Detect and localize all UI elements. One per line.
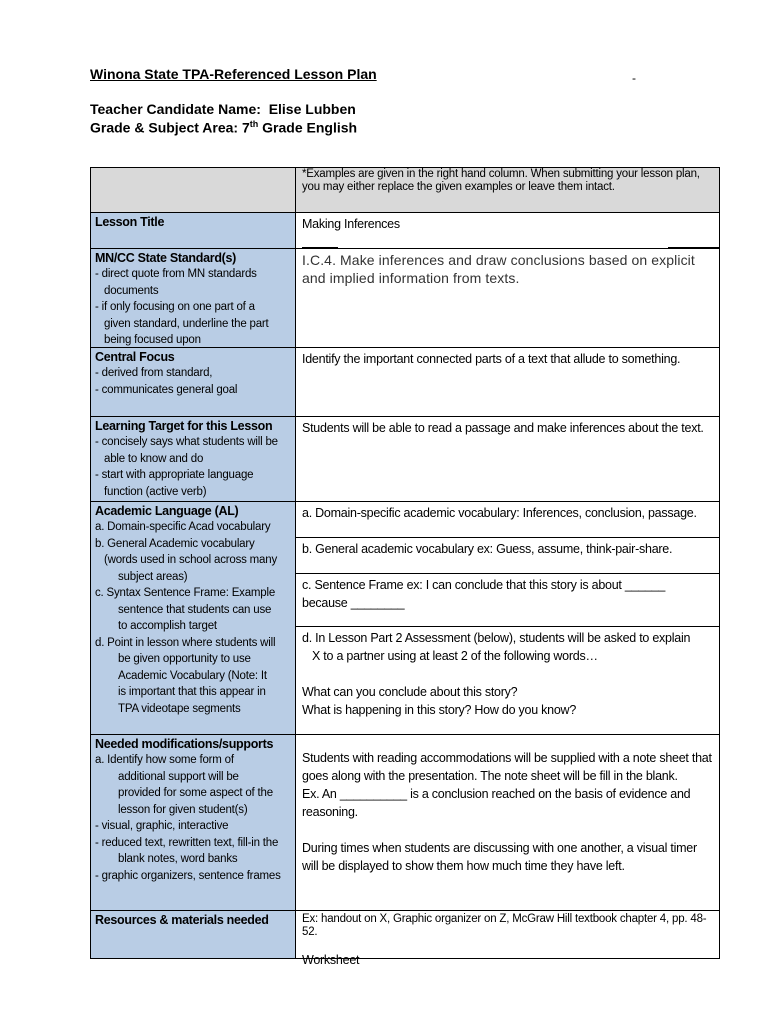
intro-left-cell bbox=[90, 167, 296, 213]
modifications-note: blank notes, word banks bbox=[118, 853, 238, 865]
learning-target-value: Students will be able to read a passage and make inferences about the text. bbox=[302, 421, 704, 435]
central-focus-notes bbox=[95, 365, 291, 398]
standards-note: - direct quote from MN standards bbox=[95, 268, 257, 280]
modifications-value-cell bbox=[295, 734, 720, 911]
academic-language-note: TPA videotape segments bbox=[118, 702, 241, 715]
al-frame-cell bbox=[295, 573, 720, 627]
al-question: What can you conclude about this story? bbox=[302, 685, 518, 699]
modifications-note: provided for some aspect of the bbox=[118, 787, 273, 799]
standards-label: MN/CC State Standard(s) bbox=[95, 251, 237, 265]
modifications-example: Ex. An __________ is a conclusion reached on the basis of evidence and reasoning. bbox=[302, 787, 691, 819]
academic-language-note: (words used in school across many bbox=[104, 554, 278, 566]
academic-language-note: subject areas) bbox=[118, 570, 188, 583]
modifications-label-cell bbox=[90, 734, 296, 911]
central-focus-note: - derived from standard, bbox=[95, 367, 213, 379]
standards-notes bbox=[95, 266, 291, 349]
resources-label-cell bbox=[90, 910, 296, 959]
academic-language-note: c. Syntax Sentence Frame: Example bbox=[95, 587, 276, 599]
lesson-title-label-cell bbox=[90, 212, 296, 249]
learning-target-note: - start with appropriate language bbox=[95, 469, 254, 481]
al-general-vocab: b. General academic vocabulary ex: Guess, assume, think-pair-share. bbox=[302, 542, 673, 556]
resources-value: Worksheet bbox=[302, 953, 360, 967]
al-sentence-frame: c. Sentence Frame ex: I can conclude that this story is about ______ because ________ bbox=[302, 578, 666, 610]
academic-language-label: Academic Language (AL) bbox=[95, 504, 239, 518]
standards-value-cell bbox=[295, 248, 720, 348]
modifications-paragraph: Students with reading accommodations will be supplied with a note sheet that goes along with the presentation. The note sheet will be fill in the blank. bbox=[302, 751, 712, 783]
central-focus-value: Identify the important connected parts of a text that allude to something. bbox=[302, 352, 681, 366]
central-focus-label: Central Focus bbox=[95, 350, 175, 364]
lesson-title-value: Making Inferences bbox=[302, 217, 400, 231]
al-point-cell bbox=[295, 626, 720, 735]
resources-label: Resources & materials needed bbox=[95, 913, 269, 927]
modifications-note: lesson for given student(s) bbox=[118, 803, 248, 816]
al-point-text: d. In Lesson Part 2 Assessment (below), students will be asked to explain bbox=[302, 631, 691, 645]
document-title: Winona State TPA-Referenced Lesson Plan bbox=[90, 66, 377, 82]
modifications-note: a. Identify how some form of bbox=[95, 754, 234, 766]
standards-value: I.C.4. Make inferences and draw conclusions based on explicit and implied information from texts. bbox=[302, 252, 695, 286]
intro-right-cell bbox=[295, 167, 720, 213]
al-domain-cell bbox=[295, 501, 720, 538]
intro-note: *Examples are given in the right hand column. When submitting your lesson plan, you may either replace the given examples or leave them intact. bbox=[302, 168, 700, 193]
academic-language-note: d. Point in lesson where students will bbox=[95, 636, 276, 649]
grade-line bbox=[90, 119, 357, 136]
learning-target-label-cell bbox=[90, 416, 296, 502]
academic-language-note: to accomplish target bbox=[118, 620, 217, 632]
standard-underline-decoration bbox=[668, 247, 719, 248]
al-domain-vocab: a. Domain-specific academic vocabulary: Inferences, conclusion, passage. bbox=[302, 506, 697, 520]
learning-target-note: function (active verb) bbox=[104, 485, 207, 498]
academic-language-label-cell bbox=[90, 501, 296, 735]
academic-language-note: be given opportunity to use bbox=[118, 653, 251, 665]
academic-language-note: is important that this appear in bbox=[118, 686, 266, 698]
learning-target-note: - concisely says what students will be bbox=[95, 436, 278, 448]
standards-note: - if only focusing on one part of a bbox=[95, 301, 255, 313]
academic-language-note: a. Domain-specific Acad vocabulary bbox=[95, 521, 271, 533]
al-point-text: X to a partner using at least 2 of the following words… bbox=[312, 649, 598, 663]
central-focus-label-cell bbox=[90, 347, 296, 417]
learning-target-note: able to know and do bbox=[104, 452, 204, 465]
resources-value-cell bbox=[295, 910, 720, 967]
teacher-line bbox=[90, 101, 356, 117]
al-general-cell bbox=[295, 537, 720, 574]
central-focus-value-cell bbox=[295, 347, 720, 417]
academic-language-note: sentence that students can use bbox=[118, 603, 272, 616]
modifications-note: additional support will be bbox=[118, 770, 239, 783]
academic-language-notes bbox=[95, 519, 291, 717]
central-focus-note: - communicates general goal bbox=[95, 383, 238, 396]
learning-target-notes bbox=[95, 434, 291, 500]
teacher-label: Teacher Candidate Name: bbox=[90, 101, 261, 117]
modifications-label: Needed modifications/supports bbox=[95, 737, 274, 751]
al-question: What is happening in this story? How do you know? bbox=[302, 703, 577, 717]
modifications-notes bbox=[95, 752, 291, 884]
lesson-title-value-cell bbox=[295, 212, 720, 249]
standards-note: documents bbox=[104, 284, 159, 297]
grade-value: Grade English bbox=[258, 119, 358, 136]
teacher-name: Elise Lubben bbox=[268, 101, 356, 117]
modifications-note: - reduced text, rewritten text, fill-in the bbox=[95, 836, 279, 849]
academic-language-note: b. General Academic vocabulary bbox=[95, 537, 255, 550]
learning-target-label: Learning Target for this Lesson bbox=[95, 419, 273, 433]
modifications-note: - graphic organizers, sentence frames bbox=[95, 869, 281, 882]
lesson-title-label: Lesson Title bbox=[95, 215, 165, 229]
standard-underline-decoration bbox=[302, 247, 338, 248]
grade-sup: th bbox=[249, 119, 259, 129]
modifications-paragraph: During times when students are discussing with one another, a visual timer will be displayed to show them how much time they have left. bbox=[302, 841, 697, 873]
standards-note: given standard, underline the part bbox=[104, 317, 269, 330]
standards-note: being focused upon bbox=[104, 334, 201, 346]
stray-mark: - bbox=[632, 71, 636, 85]
resources-example: Ex: handout on X, Graphic organizer on Z, McGraw Hill textbook chapter 4, pp. 48-52. bbox=[302, 913, 707, 938]
grade-label: Grade & Subject Area: 7 bbox=[90, 119, 250, 136]
learning-target-value-cell bbox=[295, 416, 720, 502]
modifications-note: - visual, graphic, interactive bbox=[95, 820, 229, 832]
standards-label-cell bbox=[90, 248, 296, 348]
academic-language-note: Academic Vocabulary (Note: It bbox=[118, 669, 267, 682]
